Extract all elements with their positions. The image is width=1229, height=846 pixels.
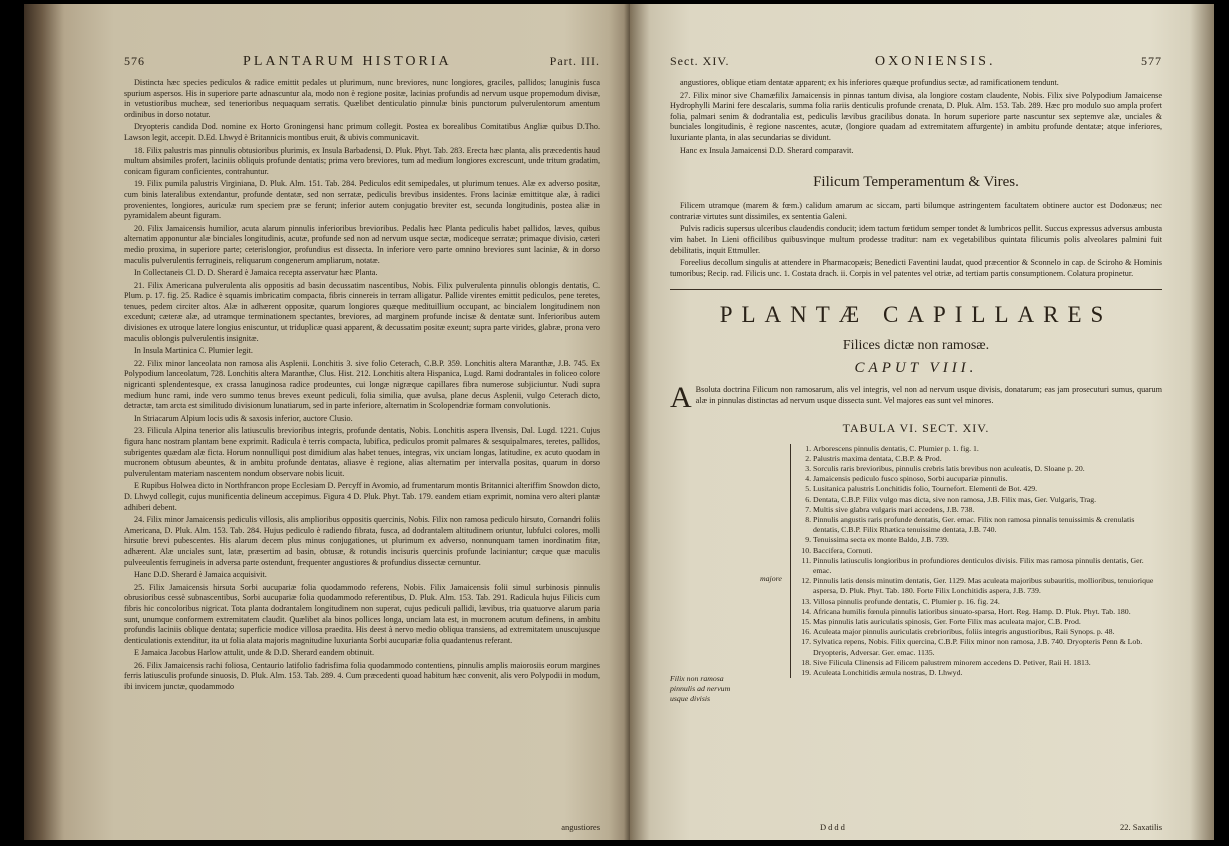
- vires-text: [670, 201, 1162, 279]
- left-page: [24, 4, 630, 840]
- right-page: [630, 4, 1214, 840]
- open-book: [24, 4, 1214, 840]
- body-paragraph: In Striacarum Alpium locis udis & saxosis inferior, auctore Clusio.: [134, 413, 353, 423]
- tabula-entry: 6. Dentata, C.B.P. Filix vulgo mas dicta, sive non ramosa, J.B. Filix mas, Ger. Vulgaris, Trag.: [813, 495, 1162, 505]
- right-top-text: [670, 78, 1162, 156]
- tabula-entry: 8. Pinnulis angustis raris profunde dentatis, Ger. emac. Filix non ramosa pinnalis tenuissimis & crenulatis dentatis, C.B.P. Filix Rhætica tenuissime dentata, J.B. 740.: [813, 515, 1162, 535]
- tabula-entry: 18. Sive Filicula Clinensis ad Filicem palustrem minorem accedens D. Petiver, Raii H. 1813.: [813, 658, 1162, 668]
- group-label-minor: Filix non ramosa pinnulis ad nervum usque divisis: [670, 673, 731, 703]
- body-paragraph: Pulvis radicis supersus ulceribus claudendis conducit; idem tactum fœtidum semper tondet & lumbricos pellit. Succus expressus adversus ambusta vim habet. In Lieni officilibus quibusvinque multum prodesse traditur: nam ex vegetabilibus quintata filicumis polis alveolares palmini fuit debilitatis, inquit Ettmuller.: [670, 224, 1162, 255]
- tabula-entry: 10. Baccifera, Cornuti.: [813, 546, 1162, 556]
- body-paragraph: Hanc ex Insula Jamaicensi D.D. Sherard comparavit.: [680, 145, 854, 155]
- body-paragraph: Distincta hæc species pediculos & radice emittit pedales ut plurimum, nunc breviores, nunc longiores, graciles, pallidos; lanuginis fusca spurium aspersos. His in superiore parte adnascuntur ala, modo non è regione positæ, lacinias profundis ad nervum usque propemodum divisæ, in vetustioribus mucheæ, sed tenerioribus nequaquam serratis. Quælibet denticulatio pinnulæ binis punctorum pulverulentorum amentum ordinibus in dorso notatur.: [124, 78, 600, 119]
- body-paragraph: 22. Filix minor lanceolata non ramosa alis Asplenii. Lonchitis 3. sive folio Ceterach, C.B.P. 359. Lonchitis altera Maranthæ, J.B. 745. Ex Polypodium lanceolatum, 728. Lonchitis altera Maranthæ, Clus. Hist. 212. Lonchitis altera Hispanica, Lugd. Rami dodrantales in foliceo colore nigricanti splendentesque, ex crassa lanuginosa radice prodeuntes, cui longæ nigræque capillares fibra numerose subjiciuntur. Nudi supra medium hunc rami, inde vero summo tenus breves exeunt pediculi, folia similia, quæ avulsa, plane decus Asplenii, vulgo Ceterach dicto, detractæ, tam arcta est similitudo divisionum lunatiarum, sed in parte inferiore, alternatim in Scolopendriæ formam convolutionis.: [124, 358, 600, 411]
- tabula-entry: 1. Arborescens pinnulis dentatis, C. Plumier p. 1. fig. 1.: [813, 444, 1162, 454]
- tabula-bracket-labels: [670, 444, 790, 703]
- caput-heading: CAPUT VIII.: [854, 360, 978, 377]
- left-running-title: PLANTARUM HISTORIA: [243, 54, 452, 69]
- body-paragraph: 19. Filix pumila palustris Virginiana, D. Pluk. Alm. 151. Tab. 284. Pediculos edit semipedales, ut plurimum tenues. Alæ ex adverso positæ, cum binis lateralibus extendantur, profunde dentatæ, sed non serratæ, pediculis brevibus insidentes. Frons laciniæ emittitque alæ, à radici provenientes, longiores, auriculæ rum speciem præ se ferunt; inferior autem conjugatio breviter est, secunda longitudinis, postea aliæ in pyramidalem abeunt figuram.: [124, 179, 600, 221]
- tabula-list: [790, 444, 1162, 679]
- tabula-entry: 19. Aculeata Lonchitidis æmula nostras, D. Lhwyd.: [813, 668, 1162, 678]
- body-paragraph: Filicem utramque (marem & fœm.) calidum amarum ac siccam, parti bilumque astringentem facultatem obtinere auctor est Dodonæus; nec contrariæ virtutes sunt dissimiles, ex sententia Galeni.: [670, 201, 1162, 221]
- body-paragraph: Foreelius decollum singulis at attendere in Pharmacopæis; Benedicti Faventini laudat, quod præcentior & Sconnelo in cap. de Sciroho & Hominis tumoribus; Recip. rad. Filicis unc. 1. Costata drach. ii. Corpis in vel patentes vel otriæ, ad tertiam partis consumptionem. Colatura propinetur.: [670, 258, 1162, 278]
- tabula-entries: [799, 444, 1162, 679]
- left-catchword: angustiores: [561, 822, 600, 832]
- tabula-entry: 12. Pinnulis latis densis minutim dentatis, Ger. 1129. Mas aculeata majoribus subauritis, mollioribus, tenuiorique aspersa, D. Pluk. Phyt. Tab. 180. Forte Filix Lonchitidis aspera, J.B. 739.: [813, 576, 1162, 596]
- right-footer: [670, 822, 1162, 832]
- body-paragraph: 20. Filix Jamaicensis humilior, acuta alarum pinnulis inferioribus brevioribus. Pedalis hæc Planta pediculis habet pallidos, læves, quibus alternatim apponuntur alæ binciales longitudinis, acutæ, profunde sed non ad nervum usque sectæ, modiceque serratæ; primaque divisio, cæteri medio proxima, in superiore parte; ceterislongior, profundius est dissecta. In inferiore vero parte omnino breviores sunt laciniæ, & in dorso maculis pulverulentis ferrugineis, reliquarum congenerum ampliarum, notatæ.: [124, 223, 600, 265]
- tabula-entry: 2. Palustris maxima dentata, C.B.P. & Prod.: [813, 454, 1162, 464]
- right-running-title: OXONIENSIS.: [874, 54, 996, 69]
- left-running-head: [124, 54, 600, 70]
- tabula-entry: 16. Aculeata major pinnulis auriculatis crebrioribus, foliis integris angustioribus, Raii Synops. p. 48.: [813, 627, 1162, 637]
- body-paragraph: Hanc D.D. Sherard è Jamaica acquisivit.: [134, 570, 267, 580]
- body-paragraph: In Collectaneis Cl. D. D. Sherard è Jamaica recepta asservatur hæc Planta.: [134, 268, 378, 278]
- group-label-major: majore: [760, 573, 782, 583]
- tabula-entry: 4. Jamaicensis pediculo fusco spinoso, Sorbi aucupariæ pinnulis.: [813, 474, 1162, 484]
- chapter-intro: [670, 381, 1162, 415]
- plantae-capillares-title: PLANTÆ CAPILLARES: [719, 302, 1113, 328]
- drop-cap: A: [670, 381, 692, 415]
- signature-mark: Dddd: [820, 822, 847, 832]
- tabula-entry: 9. Tenuissima secta ex monte Baldo, J.B. 739.: [813, 535, 1162, 545]
- tabula-entry: 5. Lusitanica palustris Lonchitidis folio, Tournefort. Elementi de Bot. 429.: [813, 484, 1162, 494]
- tabula-entry: 17. Sylvatica repens, Nobis. Filix quercina, C.B.P. Filix minor non ramosa, J.B. 740. Dryopteris Penn & Lob. Dryopteris, Adversar. Ger. emac. 1135.: [813, 637, 1162, 657]
- intro-text: Bsoluta doctrina Filicum non ramosarum, alis vel integris, vel non ad nervum usque divisis, donatarum; eas jam prosecuturi sumus, quarum alæ in pinnulas distinctas ad nervum usque dissecta sunt. Vel majores eas sunt vel minores.: [695, 385, 1162, 405]
- tabula-entry: 13. Villosa pinnulis profunde dentatis, C. Plumier p. 16. fig. 24.: [813, 597, 1162, 607]
- body-paragraph: E Rupibus Holwea dicto in Northfrancon prope Ecclesiam D. Percyff in Avomio, ad frumentarum montis Britannici alteriffim Snowdon dicto, D. Lhwyd collegit, cujus munificentia delineum accepimus. Figura 4 D. Pluk. Phyt. Tab. 179. eandem etiam exprimit, nomina vero alteri plantæ adhiberi debent.: [124, 481, 600, 512]
- body-paragraph: 24. Filix minor Jamaicensis pediculis villosis, alis amplioribus oppositis quercinis, Nobis. Filix non ramosa pediculo hirsuto, Cornandri foliis Americana, D. Pluk. Alm. 153. Tab. 284. Hujus pediculo è radiendo fibrata, fusca, ad dodrantalem altitudinem oriuntur, lubfulci colores, molli hirsutie brevi pubescentes. His alarum decem plus minus conjugationes, ut plurimum ex adverso, nonnunquam tamen inordinatim fitæ, adhærent. Alæ unciales sunt, latæ, præsertim ad basin, obtusæ, & rotundis incisuris quercinis profunde laciniantur; cæque quæ maculis pulveeulentis ferrugineis in adversa parte ostendunt, frequenter angustiores & profundius dissectæ cernuntur.: [124, 515, 600, 567]
- right-page-number: 577: [1140, 54, 1162, 68]
- chapter-subtitle: Filices dictæ non ramosæ.: [842, 338, 990, 354]
- body-paragraph: E Jamaica Jacobus Harlow attulit, unde & D.D. Sherard eandem obtinuit.: [134, 648, 375, 658]
- tabula-entry: 7. Multis sive glabra vulgaris mari accedens, J.B. 738.: [813, 505, 1162, 515]
- body-paragraph: 21. Filix Americana pulverulenta alis oppositis ad basin decussatim nascentibus, Nobis. Filix pulverulenta pinnulis oblongis dentatis, C. Plum. p. 17. fig. 25. Radice è squamis imbricatim compacta, fibris cinnereis in terram alligatur. Pallide virentes emittit pediculos, pene teretes, tenues, pedem circiter altos. Alæ in adhærent oppositæ, quarum longiores quæque medituillium occupant, ac bincialem longitudinem non excedunt; cæteræ alæ, ad utramque terminationem spectantes, breviores, ad marginem profunde incisæ & dentatæ sunt. Inferioribus autem divisiones ex utroque latere longius eniscuntur, ut triduplicæ quasi apparent, & decussatim positæ exeunt; supra parte virides, glabræ, prona vero maculis oblongis pulverulentis insignitæ.: [124, 280, 600, 343]
- vires-section-title: Filicum Temperamentum & Vires.: [813, 174, 1019, 191]
- body-paragraph: 26. Filix Jamaicensis rachi foliosa, Centaurio latifolio fadrisfima folia quodammodo contentiens, pinnulis amplis maiorosiis eorum margines ferris latiusculis profunde sinuosis, D. Pluk. Alm. 153. Tab. 289. 4. Cum præcedenti quoad habitum hæc convenit, alis vero Polypodii in modum, ibi invicem junctæ, quodammodo: [124, 660, 600, 692]
- tabula-entry: 11. Pinnulis latiusculis longioribus in profundiores denticulos divisis. Filix mas ramosa pinnulis dentatis, Ger. emac.: [813, 556, 1162, 576]
- right-catchword: 22. Saxatilis: [1119, 822, 1162, 832]
- tabula-entry: 3. Sorculis raris brevioribus, pinnulis crebris latis brevibus non aculeatis, D. Sloane p. 20.: [813, 464, 1162, 474]
- right-section-label: Sect. XIV.: [670, 54, 730, 68]
- tabula-block: [670, 443, 1162, 703]
- body-paragraph: 27. Filix minor sive Chamæfilix Jamaicensis in pinnas tantum divisa, ala longiore costam claudente, Nobis. Filix sive Polypodium Jamaicense Hydrophylli Marini fere descalaris, summa folia rariis denticulis profunde crenata, D. Pluk. Alm. 153. Tab. 289. Hæc pro modulo suo ampla profert folia, palmari senim & dodrantalia est, pediculis lævibus gracilibus donata. In horum superiore parte nascuntur sex septemve alæ, unciales & bunciales longitudinis, è regione nascentes, acutæ, (longiore quadam ad extremitatem affurgente) in ambitu profunde dentatæ; atque inferiores, luxuriante planta, in alas secundarias se dividunt.: [670, 90, 1162, 142]
- tabula-heading: TABULA VI. SECT. XIV.: [842, 420, 990, 435]
- left-body-text: [124, 78, 600, 693]
- body-paragraph: 25. Filix Jamaicensis hirsuta Sorbi aucupariæ folia quodammodo referens, Nobis. Filix Jamaicensis folii simul surbinosis pinnulis obrusioribus cessè subnascentibus, Sorbi aucupariæ folia quodammodo referentibus, D. Pluk. Alm. 153. Tab. 291. Radicula hujus Filicis cum fibris hic concoloribus nigricat. Tota planta dodrantalem longitudinem non superat, cujus pediculi pallidi, lævibus, tria quatuorve alarum paria sunt, unumque conformem extremitatem claudit. Quælibet ala binos pollices longa, unciam lata est, in mucronem acutum definens, in ambitu profundis laciniis oblique dentata; superficie modice villosa praedita. His deest à nervo medio obliqua transiens, ad extremitatem unuscujusque denticulationis extenditur, ita ut folia alata majoris magnitudine luxurianta Sorbi aucupariæ folia quadantenus referant.: [124, 582, 600, 645]
- tabula-entry: 15. Mas pinnulis latis auriculatis spinosis, Ger. Forte Filix mas aculeata major, C.B. Prod.: [813, 617, 1162, 627]
- right-running-head: [670, 54, 1162, 70]
- section-rule: [670, 289, 1162, 290]
- body-paragraph: Dryopteris candida Dod. nomine ex Horto Groningensi hanc primum collegit. Postea ex borealibus Comitatibus Angliæ quibus D.Tho. Lawson legit, accepit. D.Ed. Lhwyd è Britannicis montibus eruit, & ubivis communicavit.: [124, 122, 600, 142]
- body-paragraph: 23. Filicula Alpina tenerior alis latiusculis brevioribus integris, profunde dentatis, Nobis. Lonchitis aspera Ilvensis, Dal. Lugd. 1221. Cujus figura hanc nostram plantam bene exprimit. Radicula è terris compacta, lubifica, pediculos promit palmares & sesquipalmares, teretes, pallidos, subrigentes quædam alæ ficta. Horum nonnulliqui post dimidium alas habet tenues, integras, vix unciam longas, latitudine, ex acuto quodam in mucronem obtusum abeuntes, & in ambitu profunde dentatas, aliasve è regione, alias alternatim per intervalla positas, quarum in dorso pulverulentam materiam nascentem nondum observare nobis licuit.: [124, 426, 600, 478]
- body-paragraph: In Insula Martinica C. Plumier legit.: [134, 346, 253, 356]
- left-part-label: Part. III.: [549, 54, 600, 68]
- tabula-entry: 14. Africana humilis fœnula pinnulis latioribus sinuato-sparsa, Hort. Reg. Hamp. D. Pluk. Phyt. Tab. 180.: [813, 607, 1162, 617]
- body-paragraph: angustiores, oblique etiam dentatæ apparent; ex his inferiores quæque profundius sectæ, ad ramificationem tendunt.: [680, 78, 1059, 87]
- left-page-number: 576: [124, 54, 145, 68]
- body-paragraph: 18. Filix palustris mas pinnulis obtusioribus plurimis, ex Insula Barbadensi, D. Pluk. Phyt. Tab. 283. Erecta hæc planta, alis præcedentis haud multum absimiles profert, laciniis obliquis profunde dentatis; prima vero breviores, tum ad medium longiores excrescunt, unde tritum gradatim, conicam figuram conficientes, contrahuntur.: [124, 145, 600, 176]
